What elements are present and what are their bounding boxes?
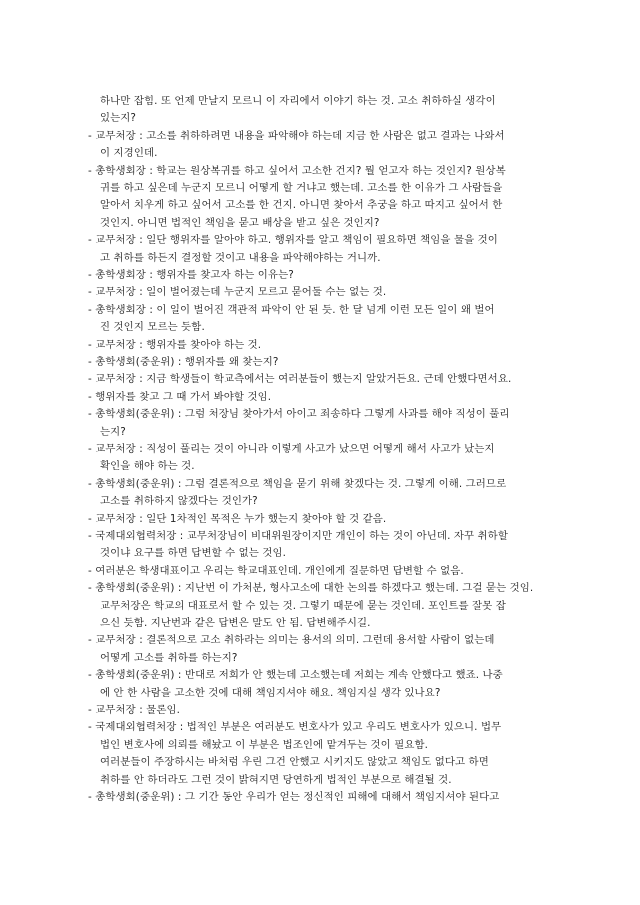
text-line: - 총학생회장 : 학교는 원상복귀를 하고 싶어서 고소한 건지? 뭘 얻고자 하는 것인지? 원상복 <box>88 164 506 177</box>
text-line: 어떻게 고소를 취하를 하는지? <box>100 651 238 664</box>
text-line: 법인 변호사에 의뢰를 해놨고 이 부분은 법조인에 맡겨두는 것이 필요함. <box>100 738 429 751</box>
text-line: 고 취하를 하든지 결정할 것이고 내용을 파악해야하는 거니까. <box>100 251 381 264</box>
text-line: 여러분들이 주장하시는 바처럼 우린 그건 안했고 시키지도 않았고 책임도 없다고 하면 <box>100 756 489 769</box>
text-line: - 총학생회(중운위) : 반대로 저희가 안 했는데 고소했는데 저희는 계속 안했다고 했죠. 나중 <box>88 669 503 682</box>
text-line: - 교무처장 : 고소를 취하하려면 내용을 파악해야 하는데 지금 한 사람은 없고 결과는 나와서 <box>88 129 505 142</box>
text-line: 확인을 해야 하는 것. <box>100 460 195 473</box>
text-line: - 교무처장 : 물론임. <box>88 704 181 716</box>
text-line: - 총학생회(중운위) : 그 기간 동안 우리가 얻는 정신적인 피해에 대해서 책임지셔야 된다고 <box>88 791 500 803</box>
text-line: - 여러분은 학생대표이고 우리는 학교대표인데. 개인에게 질문하면 답변할 수 없음. <box>88 564 464 577</box>
text-line: - 교무처장 : 일단 행위자를 알아야 하고. 행위자를 알고 책임이 필요하면 책임을 물을 것이 <box>88 234 498 247</box>
text-line: 교무처장은 학교의 대표로서 할 수 있는 것. 그렇기 때문에 묻는 것인데. 포인트를 잘못 잡 <box>100 599 506 612</box>
text-line: - 총학생회(중운위) : 그럼 처장님 찾아가서 아이고 죄송하다 그렇게 사과를 해야 직성이 풀리 <box>88 408 510 421</box>
text-line: 는지? <box>100 425 126 438</box>
text-line: 있는지? <box>100 112 137 125</box>
text-line: - 교무처장 : 일단 1차적인 목적은 누가 했는지 찾아야 할 것 같음. <box>88 512 387 525</box>
text-line: - 총학생회(중운위) : 행위자를 왜 찾는지? <box>88 356 279 368</box>
text-line: - 총학생회(중운위) : 지난번 이 가처분, 형사고소에 대한 논의를 하겠다고 했는데. 그걸 묻는 것임. <box>88 582 534 595</box>
text-line: - 교무처장 : 행위자를 찾아야 하는 것. <box>88 338 262 351</box>
text-line: - 교무처장 : 결론적으로 고소 취하라는 의미는 용서의 의미. 그런데 용서할 사람이 없는데 <box>88 634 495 647</box>
text-line: - 교무처장 : 지금 학생들이 학교측에서는 여러분들이 했는지 알았거든요. 근데 안했다면서요. <box>88 373 512 386</box>
text-line: - 국제대외협력처장 : 법적인 부분은 여러분도 변호사가 있고 우리도 변호사가 있으니. 법무 <box>88 721 502 734</box>
text-line: - 교무처장 : 일이 벌어졌는데 누군지 모르고 묻어둘 수는 없는 것. <box>88 286 387 299</box>
text-line: - 총학생회(중운위) : 그럼 결론적으로 책임을 묻기 위해 찾겠다는 것. 그렇게 이해. 그러므로 <box>88 477 507 490</box>
text-line: 이 지경인데. <box>100 147 158 160</box>
text-line: 하나만 잡힘. 또 언제 만날지 모르니 이 자리에서 이야기 하는 것. 고소 취하하실 생각이 <box>100 95 496 107</box>
text-line: - 총학생회장 : 이 일이 벌어진 객관적 파악이 안 된 듯. 한 달 넘게 이런 모든 일이 왜 벌어 <box>88 303 495 316</box>
text-line: 귀를 하고 싶은데 누군지 모르니 어떻게 할 거냐고 했는데. 고소를 한 이유가 그 사람들을 <box>100 182 503 194</box>
text-line: 에 안 한 사람을 고소한 것에 대해 책임지셔야 해요. 책임지실 생각 있나요? <box>100 686 441 699</box>
text-line: 취하를 안 하더라도 그런 것이 밝혀지면 당연하게 법적인 부분으로 해결될 것. <box>100 773 452 786</box>
text-line: 알아서 치우게 하고 싶어서 고소를 한 건지. 아니면 찾아서 추궁을 하고 따지고 싶어서 한 <box>100 199 503 212</box>
text-line: 것이냐 요구를 하면 답변할 수 없는 것임. <box>100 547 287 560</box>
text-line: 진 것인지 모르는 듯함. <box>100 321 205 334</box>
text-line: 으신 듯함. 지난번과 같은 답변은 말도 안 됨. 답변해주시길. <box>100 617 371 629</box>
text-line: - 교무처장 : 직성이 풀리는 것이 아니라 이렇게 사고가 났으면 어떻게 해서 사고가 났는지 <box>88 443 495 455</box>
text-line: 고소를 취하하지 않겠다는 것인가? <box>100 495 258 508</box>
text-line: - 행위자를 찾고 그 때 가서 봐야할 것임. <box>88 390 272 403</box>
text-line: - 국제대외협력처장 : 교무처장님이 비대위원장이지만 개인이 하는 것이 아닌데. 자꾸 취하할 <box>88 530 508 542</box>
text-line: - 총학생회장 : 행위자를 찾고자 하는 이유는? <box>88 269 294 281</box>
text-line: 것인지. 아니면 법적인 책임을 묻고 배상을 받고 싶은 것인지? <box>100 216 380 229</box>
